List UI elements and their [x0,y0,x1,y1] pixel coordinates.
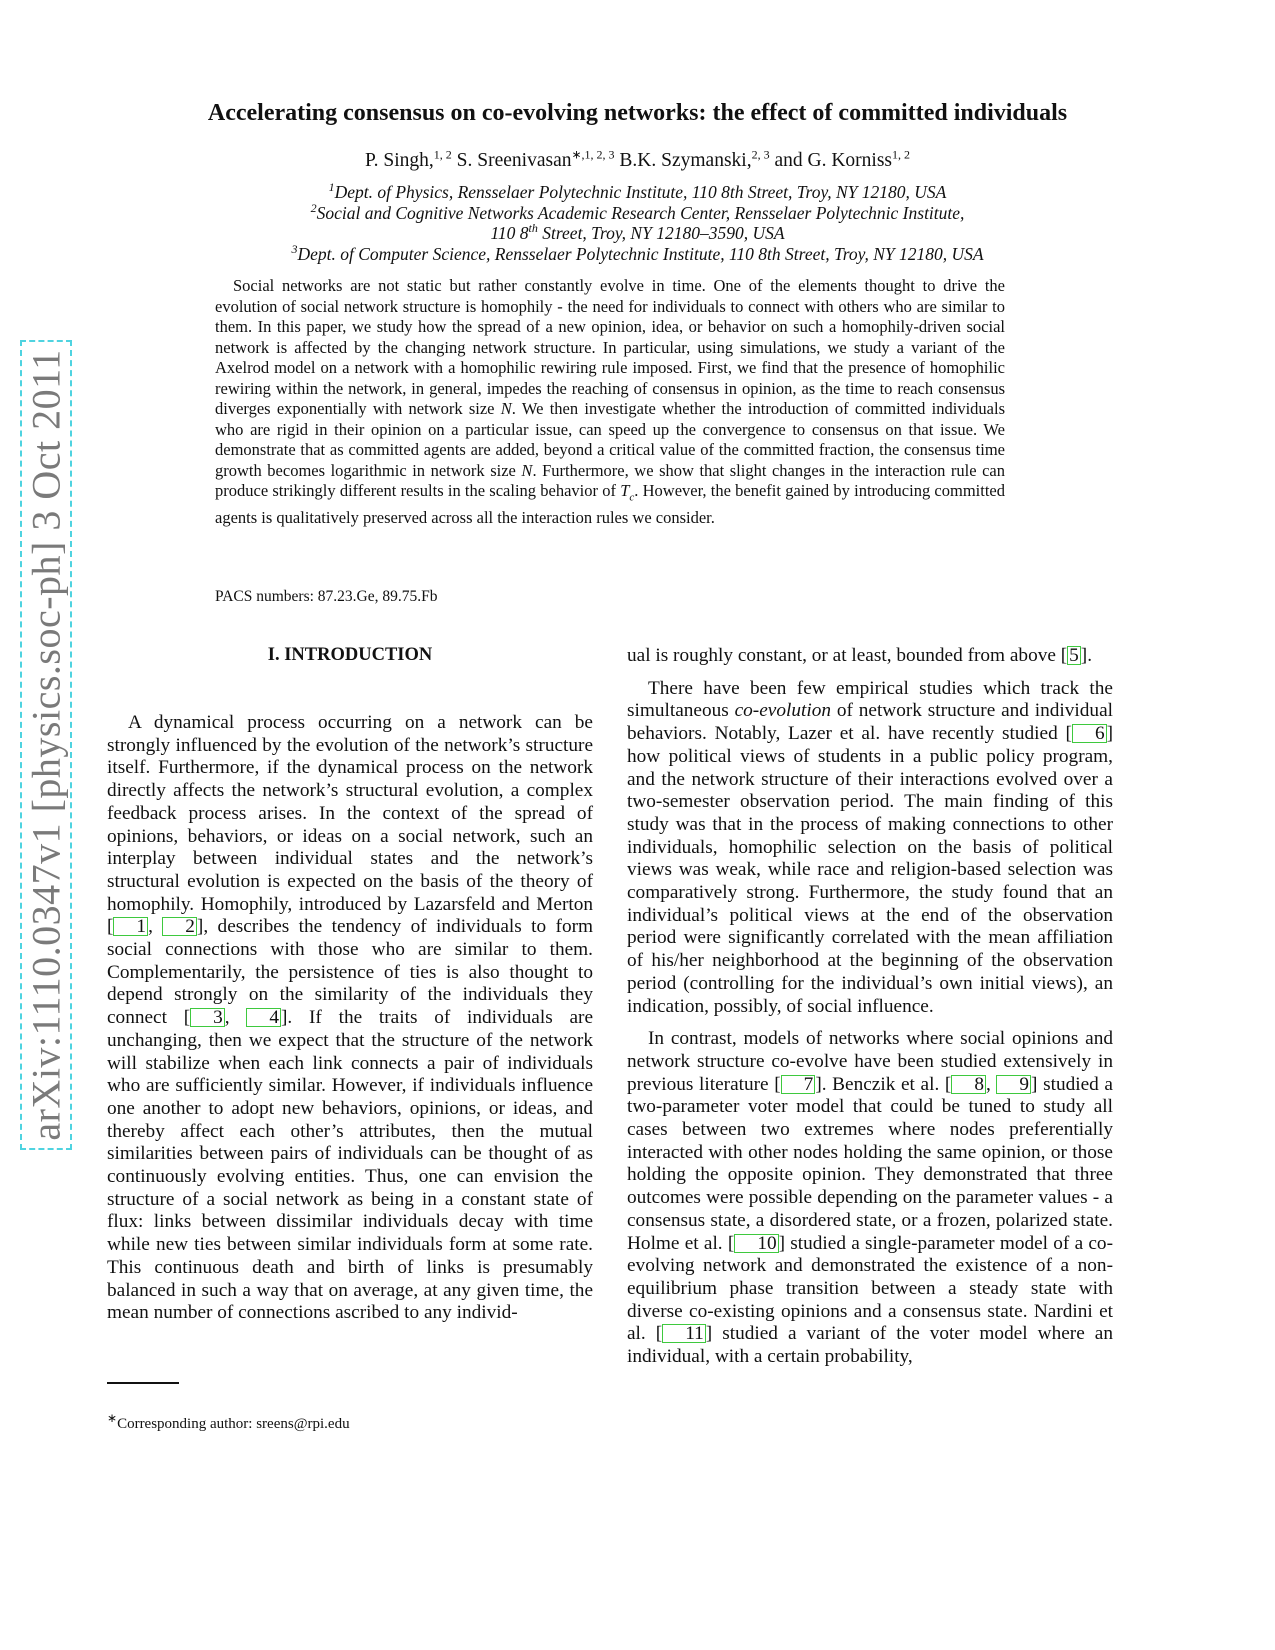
citation-link[interactable]: 6 [1072,724,1107,743]
body-text: A dynamical process occurring on a network can be strongly influenced by the evolution of the network’s structure itself. Furthermore, if the dynamical process on the network directly affects the network’s structural evolution, a complex feedback process arises. In the context of the spread of opinions, behaviors, or ideas on a social network, such an interplay between individual states and the network’s structural evolution is expected on the basis of the theory of homophily. Homophily, introduced by Lazarsfeld and Merton [ [107,712,593,938]
author-name: and G. Korniss [774,150,893,171]
body-text: ] how political views of students in a public policy program, and the network structure of their interactions evolved over a two-semester observation period. The main finding of this study was that in the process of making connections to other individuals, homophilic selection on the basis of political views was weak, while race and religion-based selection was comparatively strong. Furthermore, the study found that an individual’s political views at the end of the observation period were significantly correlated with the mean affiliation of his/her neighborhood at the beginning of the observation period (controlling for the individual’s own initial views), an indication, possibly, of social influence. [627,723,1113,1017]
footnote-divider [107,1382,179,1384]
author-name: P. Singh, [364,150,434,171]
left-column [107,712,593,1335]
citation-link[interactable]: 10 [734,1234,778,1253]
paragraph [107,712,593,1325]
citation-link[interactable]: 7 [781,1075,816,1094]
body-text: ]. [1080,645,1093,666]
footnote-mark: ∗ [107,1411,118,1425]
footnote-text: Corresponding author: sreens@rpi.edu [117,1416,350,1432]
author-affiliation-marks: ∗,1, 2, 3 [571,147,615,162]
author-list [100,147,1175,172]
affiliation-number: 3 [291,242,298,257]
body-text: ] studied a variant of the voter model where an individual, with a certain probability, [627,1323,1113,1368]
body-text: ] studied a two-parameter voter model that could be tuned to study all cases between two extremes where nodes preferentially interacted with other nodes holding the same opinion, or those holding the opposite opinion. They demonstrated that three outcomes were possible depending on the parameter values - a consensus state, a disordered state, or a frozen, polarized state. Holme et al. [ [627,1073,1113,1254]
section-heading: I. INTRODUCTION [267,645,433,665]
abstract-text: Social networks are not static but rather constantly evolve in time. One of the elements thought to drive the evolution of social network structure is homophily - the need for individuals to connect with others who are similar to them. In this paper, we study how the spread of a new opinion, idea, or behavior on such a homophily-driven social network is affected by the changing network structure. In particular, using simulations, we study a variant of the Axelrod model on a network with a homophilic rewiring rule imposed. First, we find that the presence of homophilic rewiring within the network, in general, impedes the reaching of consensus in opinion, as the time to reach consensus diverges exponentially with network size [215,276,1005,418]
citation-link[interactable]: 1 [113,917,148,936]
math-symbol: T [620,481,630,500]
citation-link[interactable]: 3 [190,1008,225,1027]
body-text: ]. Benczik et al. [ [815,1073,952,1095]
emphasis: co-evolution [734,700,831,722]
affiliation-text: Dept. of Computer Science, Rensselaer Polytechnic Institute, 110 8th Street, Troy, NY 12180, USA [297,244,984,264]
affiliation-text: Street, Troy, NY 12180–3590, USA [537,223,785,243]
math-subscript: c [629,491,635,504]
body-text: ual is roughly constant, or at least, bounded from above [ [627,645,1068,666]
paragraph [627,678,1113,1019]
citation-link[interactable]: 11 [662,1324,706,1343]
right-column [627,645,1113,1379]
affiliation-1 [100,182,1175,202]
author-name: S. Sreenivasan [456,150,572,171]
paragraph [627,645,1113,668]
author-name: B.K. Szymanski, [619,150,752,171]
citation-link[interactable]: 8 [951,1075,986,1094]
author-affiliation-marks: 1, 2 [433,147,452,162]
author-affiliation-marks: 1, 2 [892,147,911,162]
abstract-text: . Furthermore, we show that slight changes in the interaction rule can produce strikingly different results in the scaling behavior of [215,460,1005,500]
citation-separator: , [985,1073,997,1095]
citation-separator: , [224,1007,247,1029]
abstract [215,276,1005,528]
abstract-text: . However, the benefit gained by introducing committed agents is qualitatively preserved across all the interaction rules we consider. [215,481,1005,527]
affiliation-text: Social and Cognitive Networks Academic Research Center, Rensselaer Polytechnic Institute, [316,203,965,223]
math-symbol: N [500,399,512,418]
affiliation-2 [100,203,1175,243]
affiliation-number: 2 [310,201,317,216]
body-text: of network structure and individual behaviors. Notably, Lazer et al. have recently studied [ [627,700,1113,745]
affiliation-ordinal: th [528,221,538,236]
abstract-text: . We then investigate whether the introduction of committed individuals who are rigid in their opinion on a particular issue, can speed up the convergence to consensus on that issue. We demonstrate that as committed agents are added, beyond a critical value of the committed fraction, the consensus time growth becomes logarithmic in network size [215,399,1005,480]
author-affiliation-marks: 2, 3 [751,147,770,162]
citation-link[interactable]: 2 [162,917,197,936]
affiliation-text: Dept. of Physics, Rensselaer Polytechnic Institute, 110 8th Street, Troy, NY 12180, USA [334,182,947,202]
body-text: ] studied a single-parameter model of a co-evolving network and demonstrated the existence of a non-equilibrium phase transition between a steady state with diverse co-existing opinions and a consensus state. Nardini et al. [ [627,1232,1113,1345]
citation-link[interactable]: 5 [1069,645,1079,666]
body-text: ]. If the traits of individuals are unchanging, then we expect that the structure of the network will stabilize when each link connects a pair of individuals who are sufficiently similar. However, if individuals influence one another to adopt new behaviors, opinions, or ideas, and thereby affect each other’s attributes, then the mutual similarities between pairs of individuals can be thought of as continuously evolving entities. Thus, one can envision the structure of a social network as being in a constant state of flux: links between dissimilar individuals decay with time while new ties between similar individuals form at some rate. This continuous death and birth of links is presumably balanced in such a way that on average, at any given time, the mean number of connections ascribed to any individ- [107,1007,594,1324]
arxiv-identifier: arXiv:1110.0347v1 [physics.soc-ph] 3 Oct 2011 [23,349,69,1141]
paragraph [627,1028,1113,1369]
math-symbol: N [521,460,533,480]
citation-link[interactable]: 9 [996,1075,1031,1094]
body-text: There have been few empirical studies which track the simultaneous [627,677,1113,722]
affiliation-text: 110 8 [490,223,529,243]
citation-link[interactable]: 4 [246,1008,281,1027]
body-text: ], describes the tendency of individuals to form social connections with those who are similar to them. Complementarily, the persistence of ties is also thought to depend strongly on the similarity of the individuals they connect [ [107,916,594,1029]
affiliation-number: 1 [328,180,335,195]
affiliation-3 [100,244,1175,264]
pacs-numbers: PACS numbers: 87.23.Ge, 89.75.Fb [215,588,438,605]
paper-title: Accelerating consensus on co-evolving networks: the effect of committed individuals [207,100,1068,126]
citation-separator: , [148,916,163,938]
footnote [107,1411,350,1433]
body-text: In contrast, models of networks where social opinions and network structure co-evolve have been studied extensively in previous literature [ [627,1028,1113,1095]
